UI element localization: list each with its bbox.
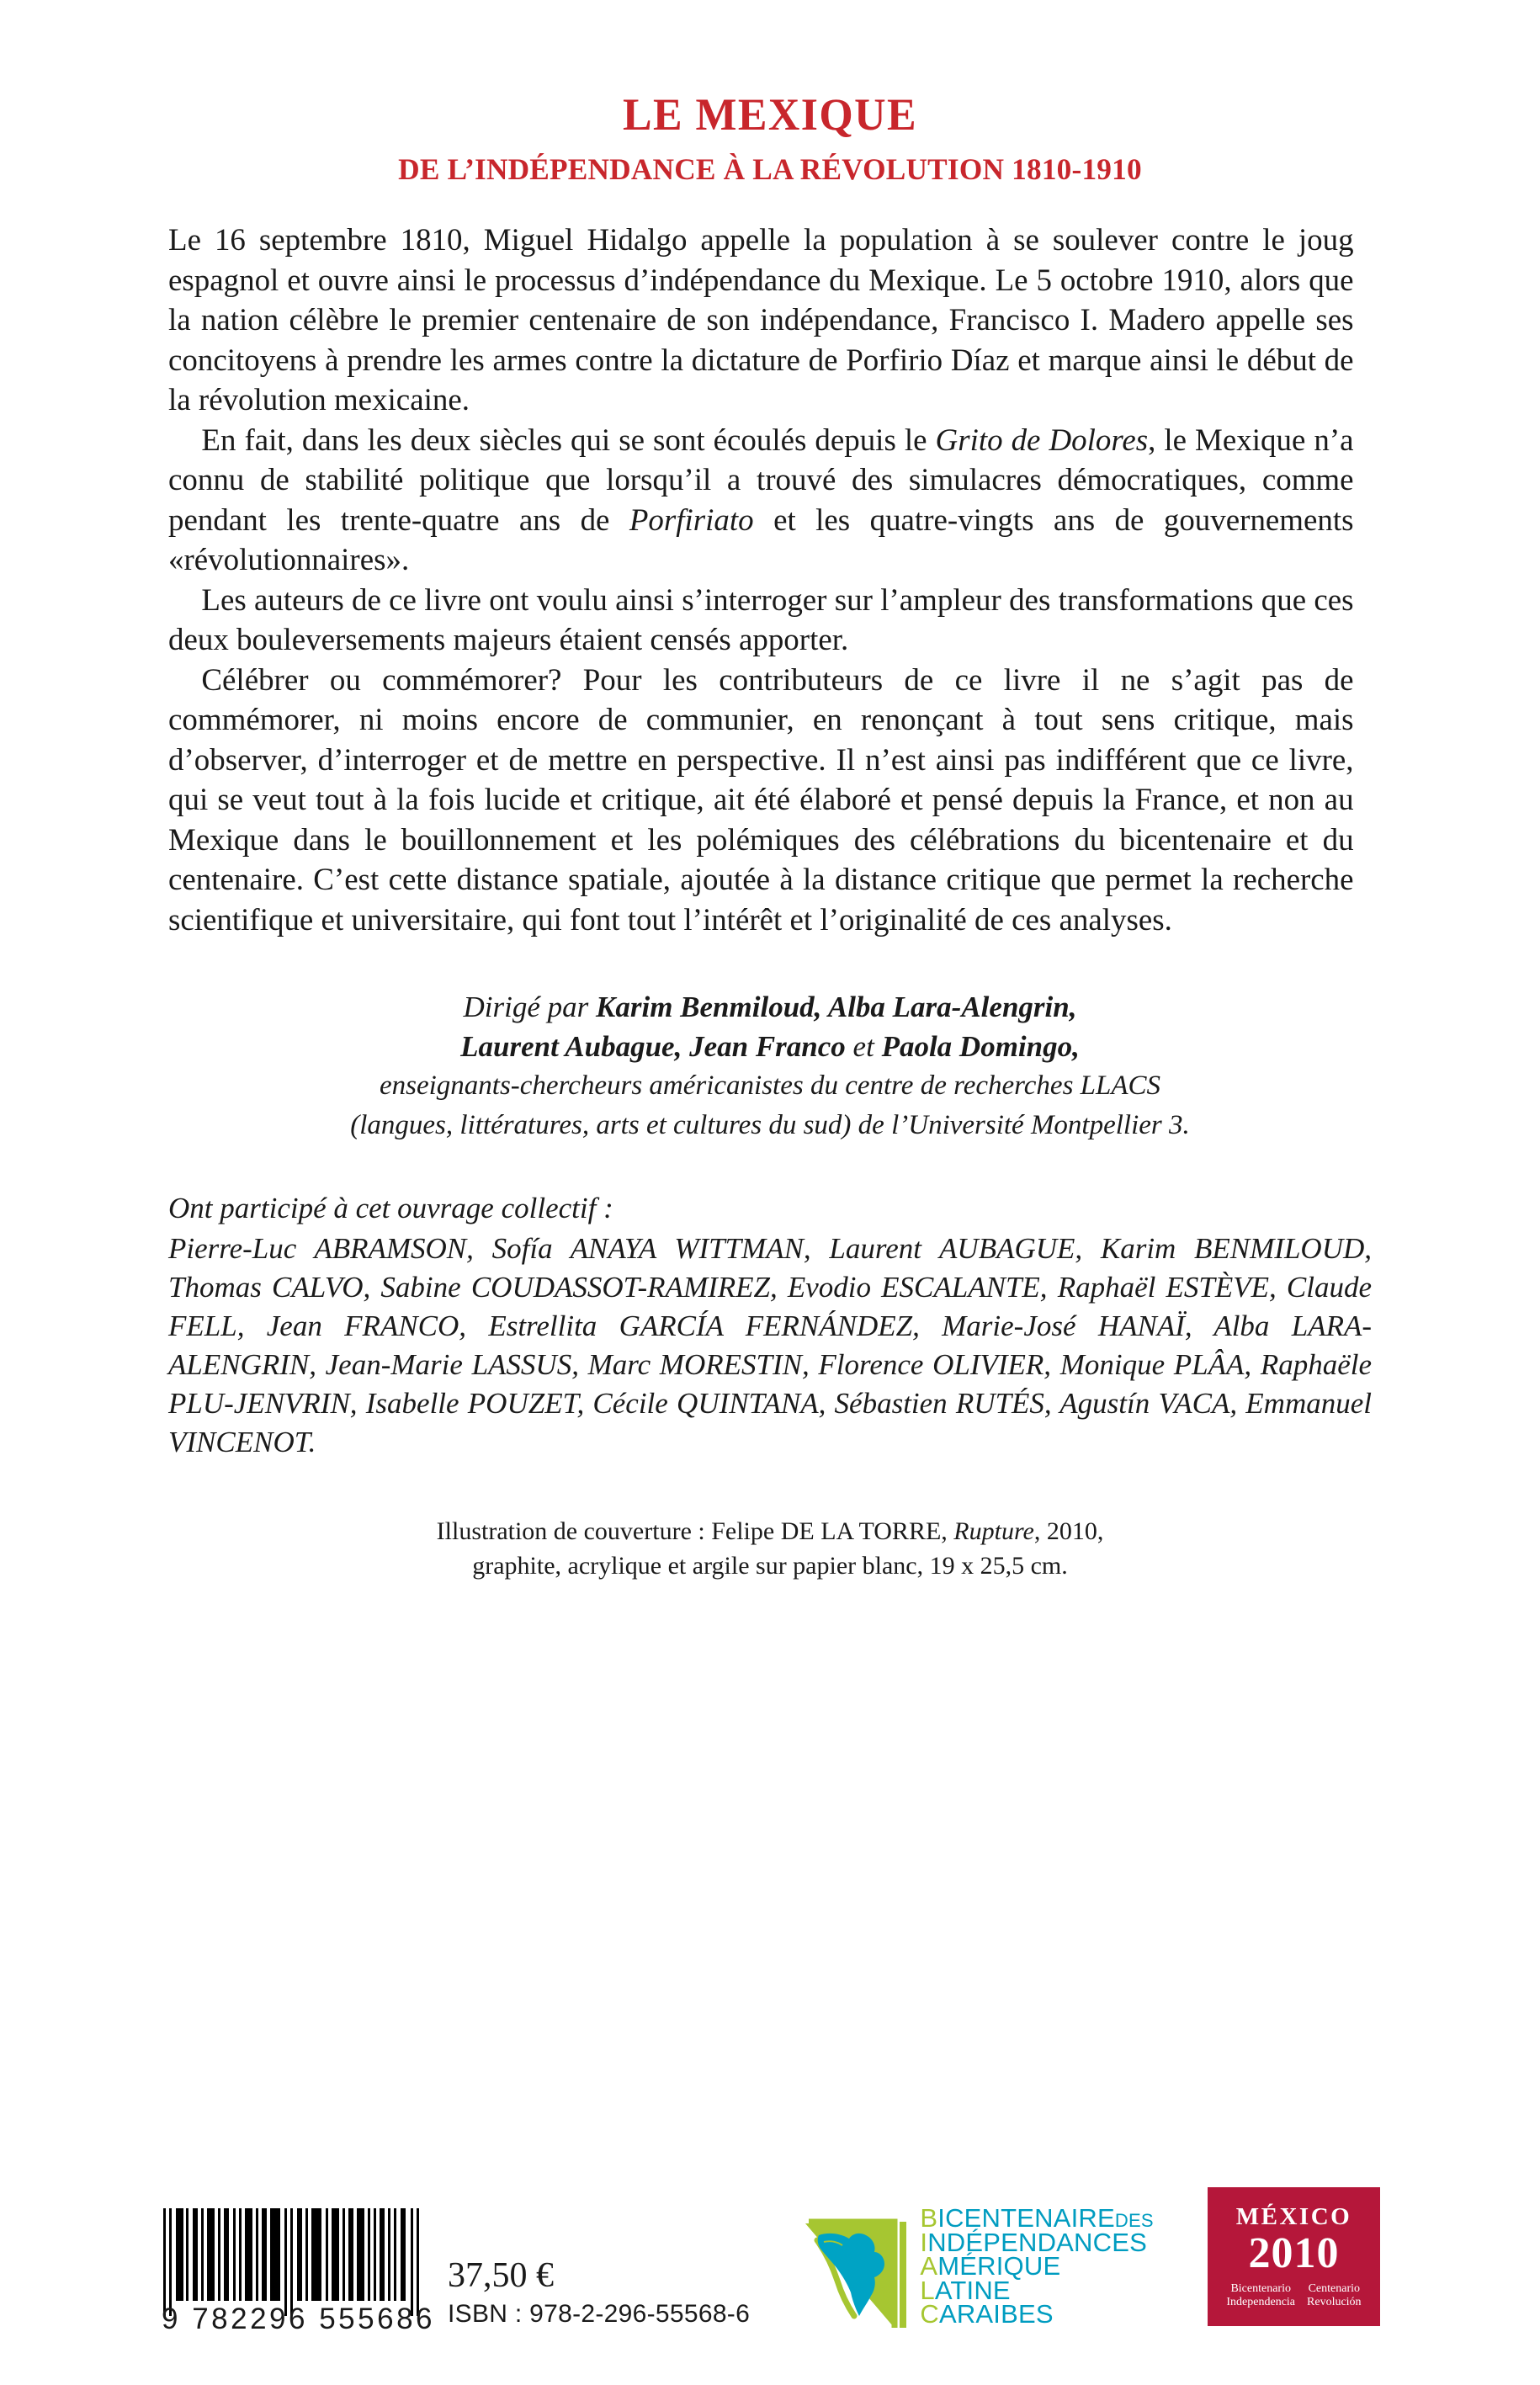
blurb-text: et les quatre-vingts ans de gouvernements «révolutionnaires». xyxy=(168,502,1354,578)
artwork-title: Rupture xyxy=(953,1517,1034,1546)
blurb-paragraph xyxy=(168,581,1354,661)
illustration-credit xyxy=(168,1514,1372,1583)
bicentenaire-wordmark xyxy=(920,2203,1153,2327)
price: 37,50 € xyxy=(448,2256,554,2295)
bicentenaire-rest-5: ARAIBES xyxy=(938,2299,1054,2329)
editors-names-2a: Laurent Aubague, Jean Franco xyxy=(460,1030,846,1064)
editors-line-2 xyxy=(168,1027,1372,1066)
isbn: ISBN : 978-2-296-55568-6 xyxy=(448,2300,751,2328)
bicentenaire-logo xyxy=(804,2203,1153,2336)
mexico-caption-right-2: Revolución xyxy=(1307,2296,1362,2309)
illustration-credit-line-2: graphite, acrylique et argile sur papier blanc, 19 x 25,5 cm. xyxy=(472,1552,1068,1580)
editors-affiliation-line-2: (langues, littératures, arts et cultures du sud) de l’Université Montpellier 3. xyxy=(350,1110,1190,1141)
bicentenaire-cap-4: L xyxy=(920,2275,935,2305)
mexico-logo-country: MÉXICO xyxy=(1235,2203,1352,2231)
mexico-logo-caption-left xyxy=(1226,2282,1295,2310)
blurb-emphasis: Porfiriato xyxy=(629,502,754,538)
mexico-2010-logo xyxy=(1208,2187,1380,2326)
barcode-digits: 9 782296 555686 xyxy=(162,2303,435,2335)
barcode-price-group xyxy=(160,2208,750,2336)
mexico-logo-caption-right xyxy=(1307,2282,1362,2310)
illustration-credit-line-1 xyxy=(168,1514,1372,1548)
bicentenaire-line-5 xyxy=(920,2299,1153,2329)
credit-suffix: , 2010, xyxy=(1033,1517,1104,1546)
title-block xyxy=(168,0,1372,185)
latin-america-triangle-icon xyxy=(804,2203,911,2328)
bicentenaire-cap-1: B xyxy=(920,2203,938,2233)
blurb-text: Le 16 septembre 1810, Miguel Hidalgo appelle la population à se soulever contre le joug espagnol et ouvre ainsi le processus d’indépendance du Mexique. Le 5 octobre 1910, alors que la nation célèbre le premier centenaire de son indépendance, Francisco I. Madero appelle ses concitoyens à prendre les armes contre la dictature de Porfirio Díaz et marque ainsi le début de la révolution mexicaine. xyxy=(168,223,1354,418)
page-title: LE MEXIQUE xyxy=(623,89,917,140)
editors-line-1 xyxy=(168,987,1372,1027)
blurb-paragraph xyxy=(168,661,1354,941)
mexico-caption-left-2: Independencia xyxy=(1226,2296,1296,2309)
editors-names-1: Karim Benmiloud, Alba Lara-Alengrin, xyxy=(596,991,1077,1024)
editors-prefix: Dirigé par xyxy=(463,991,597,1024)
contributors-intro: Ont participé à cet ouvrage collectif : xyxy=(168,1192,613,1225)
mexico-caption-right-1: Centenario xyxy=(1308,2281,1360,2295)
bicentenaire-cap-3: A xyxy=(920,2251,938,2281)
mexico-logo-captions xyxy=(1213,2282,1375,2310)
blurb-text: Célébrer ou commémorer? Pour les contributeurs de ce livre il ne s’agit pas de commémorer, ni moins encore de communier, en renonçant à tout sens critique, mais d’observer, d’interroger et de mettre en perspective. Il n’est ainsi pas indifférent que ce livre, qui se veut tout à la fois lucide et critique, ait été élaboré et pensé depuis la France, et non au Mexique dans le bouillonnement et les polémiques des célébrations du bicentenaire et du centenaire. C’est cette distance spatiale, ajoutée à la distance critique que permet la recherche scientifique et universitaire, qui font tout l’intérêt et l’originalité de ces analyses. xyxy=(168,662,1354,938)
page-subtitle: DE L’INDÉPENDANCE À LA RÉVOLUTION 1810-1910 xyxy=(398,151,1142,186)
blurb-paragraph xyxy=(168,421,1354,581)
blurb-text: En fait, dans les deux siècles qui se sont écoulés depuis le xyxy=(201,422,936,458)
bicentenaire-rest-1: ICENTENAIRE xyxy=(937,2203,1115,2233)
contributors-list: Pierre-Luc ABRAMSON, Sofía ANAYA WITTMAN, Laurent AUBAGUE, Karim BENMILOUD, Thomas CALVO, Sabine COUDASSOT-RAMIREZ, Evodio ESCALANTE, Raphaël ESTÈVE, Claude FELL, Jean FRANCO, Estrellita GARCÍA FERNÁNDEZ, Marie-José HANAÏ, Alba LARA-ALENGRIN, Jean-Marie LASSUS, Marc MORESTIN, Florence OLIVIER, Monique PLÂA, Raphaële PLU-JENVRIN, Isabelle POUZET, Cécile QUINTANA, Sébastien RUTÉS, Agustín VACA, Emmanuel VINCENOT. xyxy=(168,1232,1372,1459)
bicentenaire-rest-3: MÉRIQUE xyxy=(937,2251,1061,2281)
editors-affiliation-line-1: enseignants-chercheurs américanistes du centre de recherches LLACS xyxy=(379,1070,1161,1102)
blurb-emphasis: Grito de Dolores xyxy=(935,422,1149,458)
barcode-icon xyxy=(160,2208,429,2316)
barcode xyxy=(160,2208,435,2336)
bicentenaire-rest-4: ATINE xyxy=(934,2275,1011,2305)
blurb-body xyxy=(168,220,1354,940)
bicentenaire-cap-5: C xyxy=(920,2299,939,2329)
blurb-text: Les auteurs de ce livre ont voulu ainsi s’interroger sur l’ampleur des transformations que ces deux bouleversements majeurs étaient censés apporter. xyxy=(168,582,1354,658)
blurb-text: , le Mexique n’a connu de stabilité politique que lorsqu’il a trouvé des simulacres démocratiques, comme pendant les trente-quatre ans de xyxy=(168,422,1354,538)
editors-block xyxy=(168,987,1372,1145)
editors-names-2b: Paola Domingo, xyxy=(881,1030,1080,1064)
credit-prefix: Illustration de couverture : Felipe DE LA TORRE, xyxy=(436,1517,954,1546)
bicentenaire-rest-2: NDÉPENDANCES xyxy=(927,2227,1147,2257)
mexico-logo-year: 2010 xyxy=(1248,2229,1340,2278)
contributors-block xyxy=(168,1189,1372,1462)
price-isbn-group xyxy=(448,2255,750,2336)
bicentenaire-cap-2: I xyxy=(920,2227,928,2257)
blurb-paragraph xyxy=(168,220,1354,421)
mexico-caption-left-1: Bicentenario xyxy=(1230,2281,1291,2295)
editors-conjunction: et xyxy=(845,1030,882,1064)
footer-bar xyxy=(0,2109,1540,2336)
bicentenaire-small-1: DES xyxy=(1114,2210,1154,2231)
